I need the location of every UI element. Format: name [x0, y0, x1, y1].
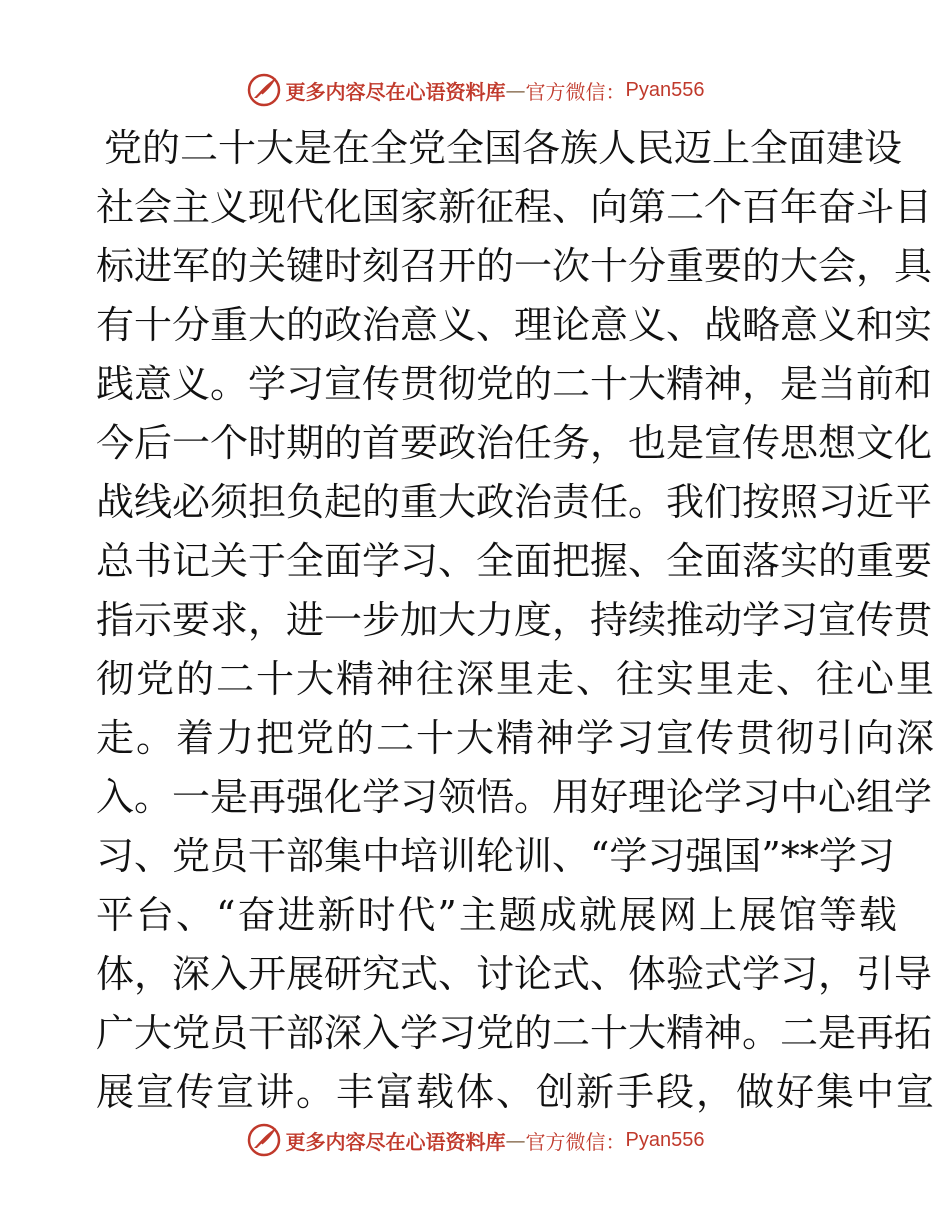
watermark-wechat-label: 官方微信： — [525, 79, 626, 104]
text-line: 广大党员干部深入学习党的二十大精神。二是再拓 — [96, 1011, 933, 1055]
footer-watermark — [0, 1118, 950, 1162]
text-line: 社会主义现代化国家新征程、向第二个百年奋斗目 — [96, 185, 933, 229]
text-line: 入。一是再强化学习领悟。用好理论学习中心组学 — [96, 775, 933, 819]
text-line: 总书记关于全面学习、全面把握、全面落实的重要 — [96, 539, 933, 583]
watermark-separator: — — [505, 78, 526, 102]
watermark-wechat-label: 官方微信： — [525, 1129, 626, 1154]
text-line: 今后一个时期的首要政治任务，也是宣传思想文化 — [96, 421, 933, 465]
document-body — [96, 119, 937, 1122]
text-line: 走。着力把党的二十大精神学习宣传贯彻引向深 — [96, 716, 937, 760]
watermark-site-text: 更多内容尽在心语资料库 — [285, 1129, 506, 1154]
text-line: 指示要求，进一步加大力度，持续推动学习宣传贯 — [96, 598, 933, 642]
text-line: 有十分重大的政治意义、理论意义、战略意义和实 — [96, 303, 933, 347]
text-line: 展宣传宣讲。丰富载体、创新手段，做好集中宣 — [96, 1070, 937, 1114]
text-line: 党的二十大是在全党全国各族人民迈上全面建设 — [104, 126, 903, 170]
text-line: 标进军的关键时刻召开的一次十分重要的大会，具 — [96, 244, 933, 288]
text-line: 彻党的二十大精神往深里走、往实里走、往心里 — [96, 657, 937, 701]
quill-logo-icon — [246, 72, 282, 108]
watermark-site-text: 更多内容尽在心语资料库 — [285, 79, 506, 104]
watermark-wechat-id: Pyan556 — [625, 78, 705, 101]
watermark-wechat-id: Pyan556 — [625, 1128, 705, 1151]
header-watermark — [0, 68, 950, 112]
text-line: 平台、“奋进新时代”主题成就展网上展馆等载 — [96, 893, 899, 937]
text-line: 习、党员干部集中培训轮训、“学习强国”**学习 — [96, 834, 895, 878]
text-line: 体，深入开展研究式、讨论式、体验式学习，引导 — [96, 952, 933, 996]
text-line: 战线必须担负起的重大政治责任。我们按照习近平 — [96, 480, 933, 524]
watermark-separator: — — [505, 1128, 526, 1152]
quill-logo-icon — [246, 1122, 282, 1158]
text-line: 践意义。学习宣传贯彻党的二十大精神，是当前和 — [96, 362, 933, 406]
